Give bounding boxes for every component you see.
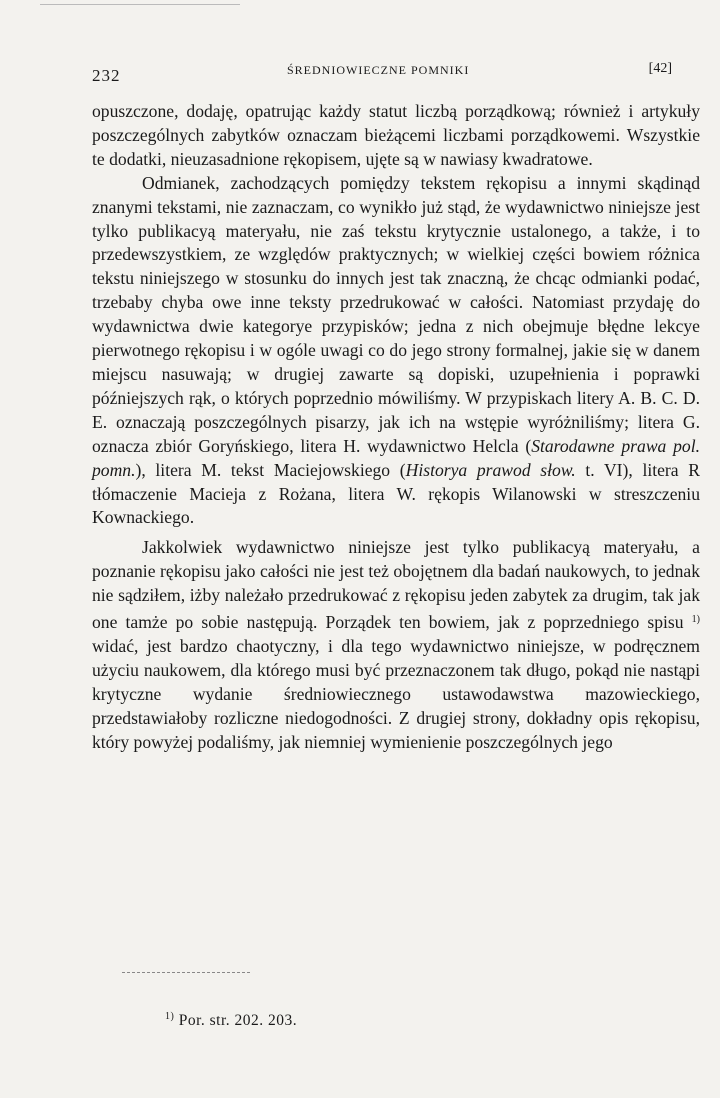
paragraph-text: Odmianek, zachodzących pomiędzy tekstem rękopisu a innymi skądinąd znanymi tekstami, nie zaznaczam, co wynikło już stąd, że wydawnictwo niniejsze jest tylko publikacyą materyału, nie zaś tekstu krytycznie ustalonego, a także, i to przedewszystkiem, ze względów praktycznych; w wielkiej części bowiem różnica tekstu niniejszego w stosunku do innych jest tak znaczną, że chcąc odmianki podać, trzebaby chyba owe inne teksty przedrukować w całości. Natomiast przydaję do wydawnictwa dwie kategorye przypisków; jedna z nich obejmuje błędne lekcye pierwotnego rękopisu i w ogóle uwagi co do jego strony formalnej, jakie się w danem miejscu nasuwają; w drugiej zawarte są dopiski, uzupełnienia i poprawki późniejszych rąk, o których poprzednio mówiliśmy. W przypiskach litery A. B. C. D. E. oznaczają poszczególnych pisarzy, jak ich na wstępie wyróżniliśmy; litera G. oznacza zbiór Goryńskiego, litera H. wydawnictwo Helcla ( — [92, 172, 700, 456]
page-number: 232 — [92, 66, 121, 85]
citation-title-maciejowski: Historya prawod słow. — [405, 459, 576, 480]
footnote — [165, 1011, 297, 1030]
scan-edge-line — [40, 4, 240, 5]
paragraph-text: t. VI), litera R tłómaczenie Macieja z Rożana, litera W. rękopis Wilanowski w streszczeniu Kownackiego. — [92, 459, 700, 528]
main-text — [92, 100, 700, 754]
paragraph-text: Jakkolwiek wydawnictwo niniejsze jest tylko publikacyą materyału, a poznanie rękopisu jako całości nie jest też obojętnem dla badań naukowych, to jednak nie sądziłem, iżby należało przedrukować z rękopisu jeden zabytek za drugim, tak jak one tamże po sobie następują. Porządek ten bowiem, jak z poprzedniego spisu — [92, 537, 700, 633]
footnote-separator — [122, 972, 250, 974]
footnote-reference[interactable]: 1) — [691, 614, 700, 626]
paragraph-text: widać, jest bardzo chaotyczny, i dla tego wydawnictwo niniejsze, w podręcznem użyciu naukowem, dla którego musi być przeznaczonem tak długo, pokąd nie nastąpi krytyczne wydanie średniowiecznego ustawodawstwa mazowieckiego, przedstawiałoby rozliczne niedogodności. Z drugiej strony, dokładny opis rękopisu, który powyżej podaliśmy, jak niemniej wymienienie poszczególnych jego — [92, 635, 700, 752]
footnote-mark: 1) — [165, 1011, 175, 1022]
paragraph-jakkolwiek — [92, 536, 700, 754]
running-title: ŚREDNIOWIECZNE POMNIKI — [287, 63, 470, 77]
page-header — [92, 58, 690, 86]
paragraph-continued: opuszczone, dodaję, opatrując każdy statut liczbą porządkową; również i artykuły poszczególnych zabytków oznaczam bieżącemi liczbami porządkowemi. Wszystkie te dodatki, nieuzasadnione rękopisem, ujęte są w nawiasy kwadratowe. — [92, 101, 700, 169]
citation-title-helcel: Starodawne prawa pol. pomn. — [92, 435, 701, 480]
paragraph-text: ), litera M. tekst Maciejowskiego ( — [135, 459, 406, 480]
footnote-text: Por. str. 202. 203. — [178, 1012, 298, 1029]
folio-number: [42] — [648, 61, 672, 76]
paragraph-odmianek — [92, 172, 700, 531]
